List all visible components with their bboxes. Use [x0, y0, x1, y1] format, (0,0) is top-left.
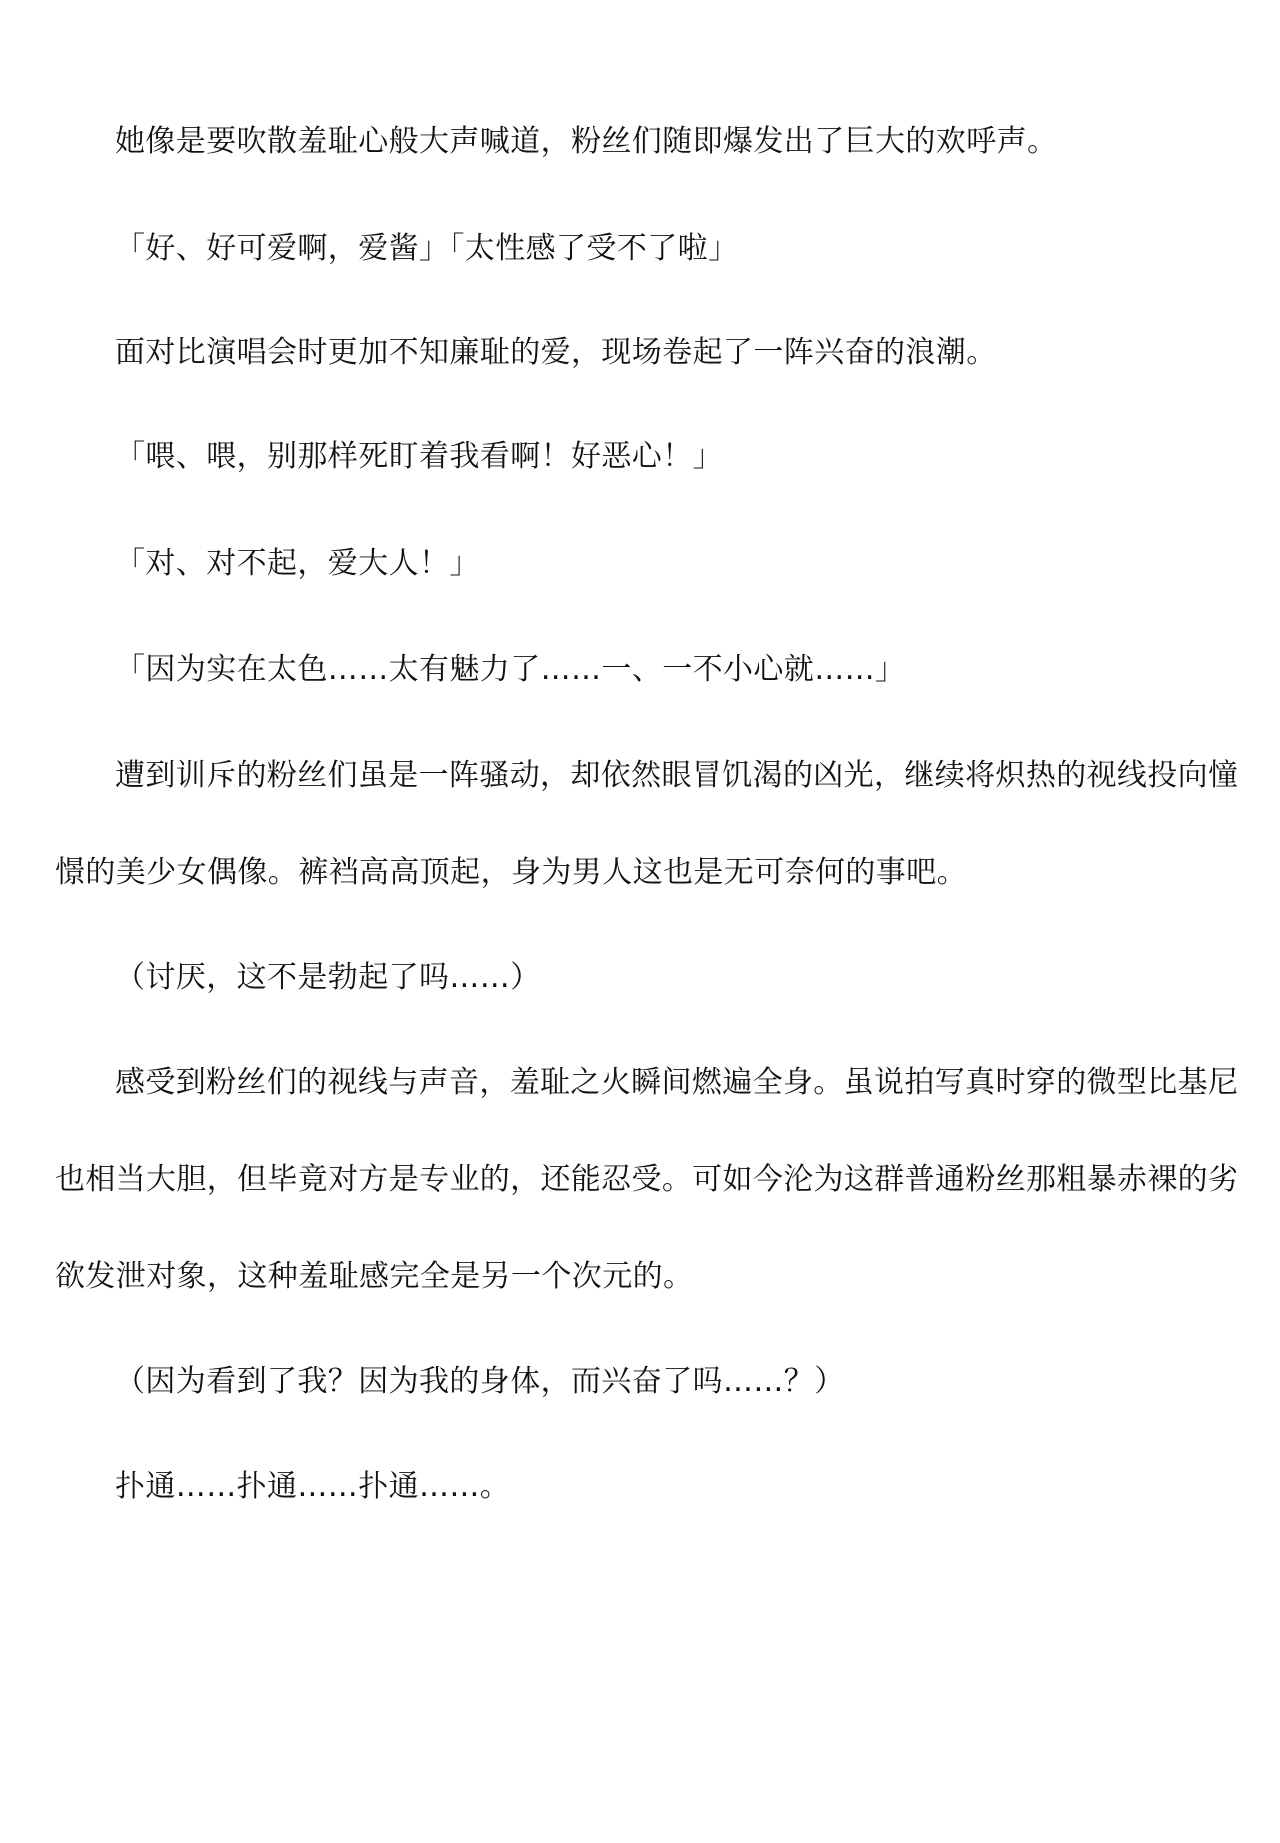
paragraph-5-dialogue: 「对、对不起，爱大人！」: [115, 546, 480, 581]
paragraph-10-thought: （因为看到了我？因为我的身体，而兴奋了吗……？）: [115, 1364, 845, 1399]
paragraph-11: 扑通……扑通……扑通……。: [115, 1469, 511, 1504]
paragraph-1: 她像是要吹散羞耻心般大声喊道，粉丝们随即爆发出了巨大的欢呼声。: [115, 124, 1058, 159]
paragraph-2-dialogue: 「好、好可爱啊，爱酱」「太性感了受不了啦」: [115, 231, 739, 266]
paragraph-3: 面对比演唱会时更加不知廉耻的爱，现场卷起了一阵兴奋的浪潮。: [115, 335, 997, 370]
paragraph-9-line-1: 感受到粉丝们的视线与声音，羞耻之火瞬间燃遍全身。虽说拍写真时穿的微型比基尼: [115, 1065, 1238, 1100]
paragraph-8-thought: （讨厌，这不是勃起了吗……）: [115, 960, 541, 995]
paragraph-4-dialogue: 「喂、喂，别那样死盯着我看啊！好恶心！」: [115, 439, 723, 474]
paragraph-6-dialogue: 「因为实在太色……太有魅力了……一、一不小心就……」: [115, 652, 906, 687]
paragraph-9-line-2: 也相当大胆，但毕竟对方是专业的，还能忍受。可如今沦为这群普通粉丝那粗暴赤裸的劣: [55, 1162, 1238, 1197]
paragraph-9-line-3: 欲发泄对象，这种羞耻感完全是另一个次元的。: [55, 1259, 694, 1294]
paragraph-7-line-2: 憬的美少女偶像。裤裆高高顶起，身为男人这也是无可奈何的事吧。: [55, 855, 967, 890]
paragraph-7-line-1: 遭到训斥的粉丝们虽是一阵骚动，却依然眼冒饥渴的凶光，继续将炽热的视线投向憧: [115, 758, 1238, 793]
